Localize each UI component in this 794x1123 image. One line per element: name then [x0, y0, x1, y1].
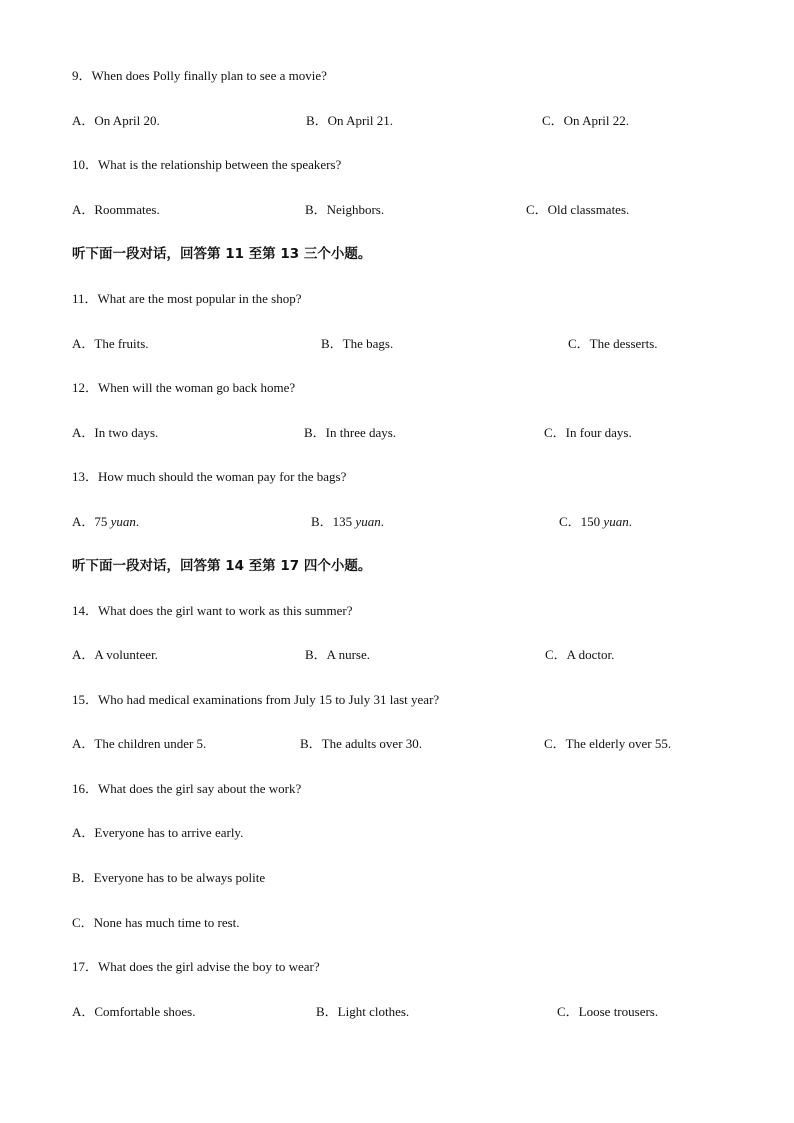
q14-option-c: C．A doctor. — [545, 647, 615, 662]
section-heading-11-13: 听下面一段对话，回答第 11 至第 13 三个小题。 — [72, 246, 372, 262]
q16-option-a: A．Everyone has to arrive early. — [72, 825, 244, 840]
q17-option-b: B．Light clothes. — [316, 1004, 410, 1019]
q9-option-b: B．On April 21. — [306, 113, 394, 128]
q15-option-c: C．The elderly over 55. — [544, 736, 672, 751]
section-heading-14-17: 听下面一段对话，回答第 14 至第 17 四个小题。 — [72, 558, 372, 574]
q9-option-a: A．On April 20. — [72, 113, 160, 128]
q11-option-c: C．The desserts. — [568, 336, 658, 351]
question-11: 11．What are the most popular in the shop? — [72, 291, 302, 306]
question-10: 10．What is the relationship between the speakers? — [72, 157, 342, 172]
question-16: 16．What does the girl say about the work? — [72, 781, 302, 796]
q13-option-c: C．150 yuan. — [559, 514, 632, 529]
q14-option-b: B．A nurse. — [305, 647, 371, 662]
q16-option-b: B．Everyone has to be always polite — [72, 870, 266, 885]
q15-option-b: B．The adults over 30. — [300, 736, 423, 751]
question-12: 12．When will the woman go back home? — [72, 380, 296, 395]
question-9: 9．When does Polly finally plan to see a movie? — [72, 68, 327, 83]
q12-option-c: C．In four days. — [544, 425, 632, 440]
q12-option-b: B．In three days. — [304, 425, 397, 440]
q13-option-b: B．135 yuan. — [311, 514, 384, 529]
q11-option-b: B．The bags. — [321, 336, 394, 351]
unit-yuan: yuan — [110, 514, 136, 529]
q12-option-a: A．In two days. — [72, 425, 159, 440]
unit-yuan: yuan — [603, 514, 629, 529]
question-14: 14．What does the girl want to work as this summer? — [72, 603, 353, 618]
q14-option-a: A．A volunteer. — [72, 647, 158, 662]
unit-yuan: yuan — [355, 514, 381, 529]
q10-option-a: A．Roommates. — [72, 202, 160, 217]
q10-option-b: B．Neighbors. — [305, 202, 385, 217]
question-13: 13．How much should the woman pay for the bags? — [72, 469, 347, 484]
q16-option-c: C．None has much time to rest. — [72, 915, 240, 930]
question-17: 17．What does the girl advise the boy to wear? — [72, 959, 320, 974]
q15-option-a: A．The children under 5. — [72, 736, 207, 751]
q11-option-a: A．The fruits. — [72, 336, 149, 351]
q17-option-c: C．Loose trousers. — [557, 1004, 659, 1019]
q13-option-a: A．75 yuan. — [72, 514, 140, 529]
q9-option-c: C．On April 22. — [542, 113, 630, 128]
q17-option-a: A．Comfortable shoes. — [72, 1004, 196, 1019]
q10-option-c: C．Old classmates. — [526, 202, 630, 217]
question-15: 15．Who had medical examinations from July 15 to July 31 last year? — [72, 692, 440, 707]
